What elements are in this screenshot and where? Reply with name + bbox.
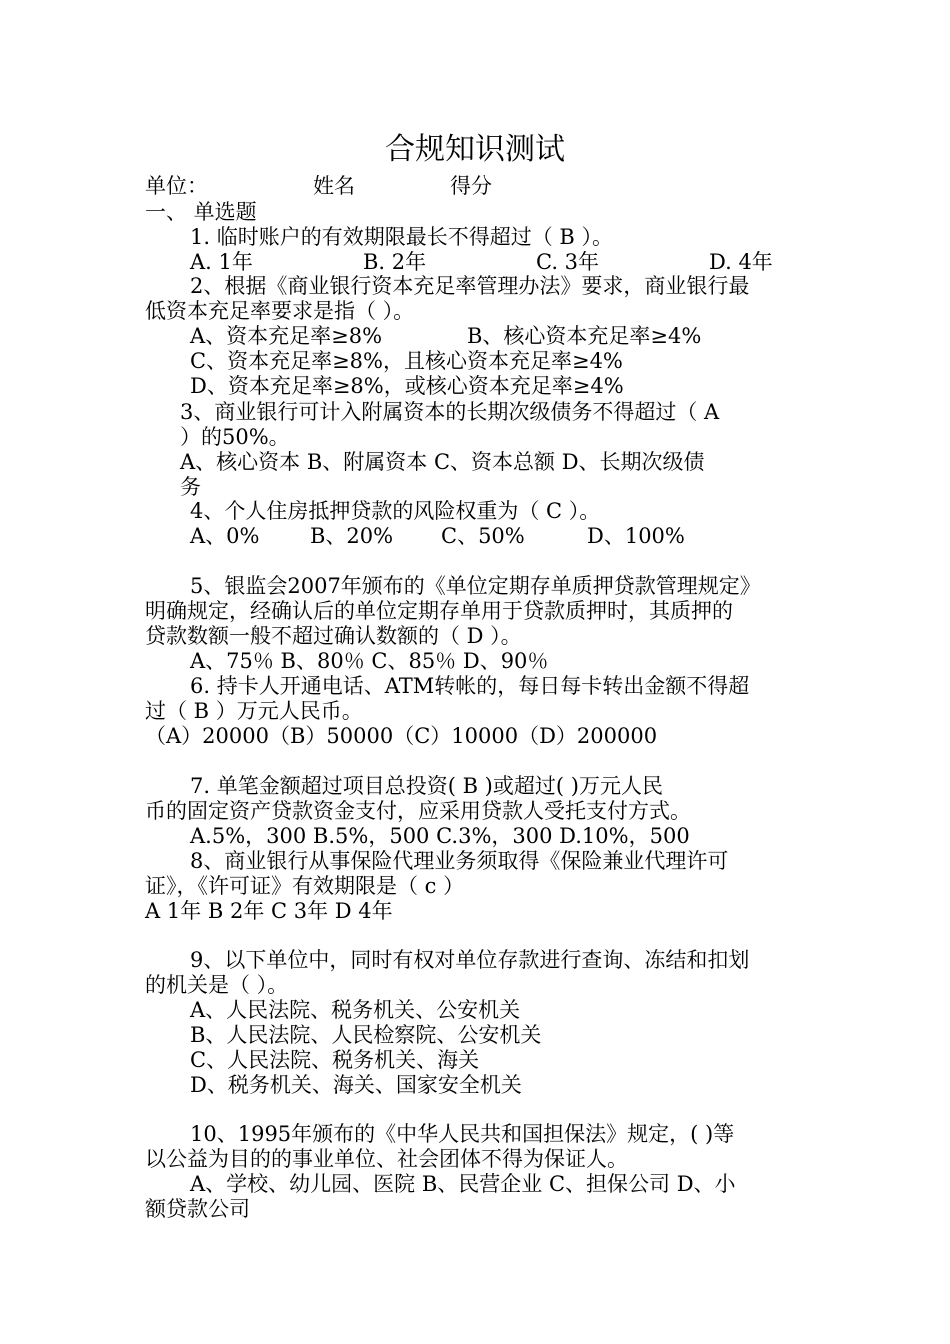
q2-option-b: B、核心资本充足率≥4%: [467, 324, 702, 348]
question-2-line-1: 2、根据《商业银行资本充足率管理办法》要求，商业银行最: [190, 274, 750, 298]
q1-option-b: B. 2年: [363, 250, 427, 274]
document-title: 合规知识测试: [385, 132, 565, 167]
q9-option-c: C、人民法院、税务机关、海关: [190, 1048, 480, 1072]
q1-option-d: D. 4年: [709, 250, 773, 274]
question-5-line-2: 明确规定，经确认后的单位定期存单用于贷款质押时，其质押的: [145, 599, 733, 623]
question-9-line-1: 9、以下单位中，同时有权对单位存款进行查询、冻结和扣划: [190, 948, 750, 972]
q3-options: A、核心资本 B、附属资本 C、资本总额 D、长期次级债: [180, 450, 705, 474]
question-6-line-1: 6. 持卡人开通电话、ATM转帐的，每日每卡转出金额不得超: [190, 674, 750, 698]
q9-option-d: D、税务机关、海关、国家安全机关: [190, 1073, 522, 1097]
q8-options: A 1年 B 2年 C 3年 D 4年: [145, 899, 393, 923]
question-10-line-1: 10、1995年颁布的《中华人民共和国担保法》规定，( )等: [190, 1122, 735, 1146]
q7-options: A.5%，300 B.5%，500 C.3%，300 D.10%，500: [190, 824, 690, 848]
question-10-line-2: 以公益为目的的事业单位、社会团体不得为保证人。: [145, 1147, 628, 1171]
q4-option-b: B、20%: [310, 524, 394, 548]
question-4: 4、个人住房抵押贷款的风险权重为（ C ）。: [190, 499, 601, 523]
q4-option-c: C、50%: [441, 524, 525, 548]
section-heading: 一、 单选题: [145, 200, 257, 224]
q9-option-b: B、人民法院、人民检察院、公安机关: [190, 1023, 542, 1047]
question-1: 1. 临时账户的有效期限最长不得超过（ B ）。: [190, 225, 613, 249]
question-8-line-1: 8、商业银行从事保险代理业务须取得《保险兼业代理许可: [190, 849, 729, 873]
q6-options: （A）20000（B）50000（C）10000（D）200000: [145, 724, 658, 748]
q1-option-c: C. 3年: [536, 250, 600, 274]
question-7-line-1: 7. 单笔金额超过项目总投资( B )或超过( )万元人民: [190, 774, 663, 798]
q2-option-c: C、资本充足率≥8%，且核心资本充足率≥4%: [190, 349, 623, 373]
q3-options-cont: 务: [180, 475, 201, 499]
question-6-line-2: 过（ B ）万元人民币。: [145, 699, 363, 723]
q10-options: A、学校、幼儿园、医院 B、民营企业 C、担保公司 D、小: [190, 1172, 736, 1196]
q1-option-a: A. 1年: [190, 250, 253, 274]
unit-label: 单位：: [145, 174, 208, 198]
q4-option-a: A、0%: [190, 524, 260, 548]
question-8-line-2: 证》，《许可证》有效期限是（ c ）: [145, 874, 465, 898]
question-9-line-2: 的机关是（ ）。: [145, 973, 289, 997]
question-7-line-2: 币的固定资产贷款资金支付，应采用贷款人受托支付方式。: [145, 799, 691, 823]
q9-option-a: A、人民法院、税务机关、公安机关: [190, 998, 521, 1022]
name-label: 姓名: [313, 174, 355, 198]
q5-options: A、75％ B、80％ C、85％ D、90％: [190, 649, 549, 673]
question-3-line-1: 3、商业银行可计入附属资本的长期次级债务不得超过（ A: [180, 400, 720, 424]
question-3-line-2: ）的50%。: [180, 425, 290, 449]
question-2-line-2: 低资本充足率要求是指（ ）。: [145, 299, 415, 323]
question-5-line-3: 贷款数额一般不超过确认数额的（ D ）。: [145, 624, 522, 648]
q10-options-cont: 额贷款公司: [145, 1197, 250, 1221]
q4-option-d: D、100%: [587, 524, 685, 548]
q2-option-d: D、资本充足率≥8%，或核心资本充足率≥4%: [190, 374, 624, 398]
score-label: 得分: [450, 174, 492, 198]
question-5-line-1: 5、银监会2007年颁布的《单位定期存单质押贷款管理规定》: [190, 574, 761, 598]
q2-option-a: A、资本充足率≥8%: [190, 324, 383, 348]
